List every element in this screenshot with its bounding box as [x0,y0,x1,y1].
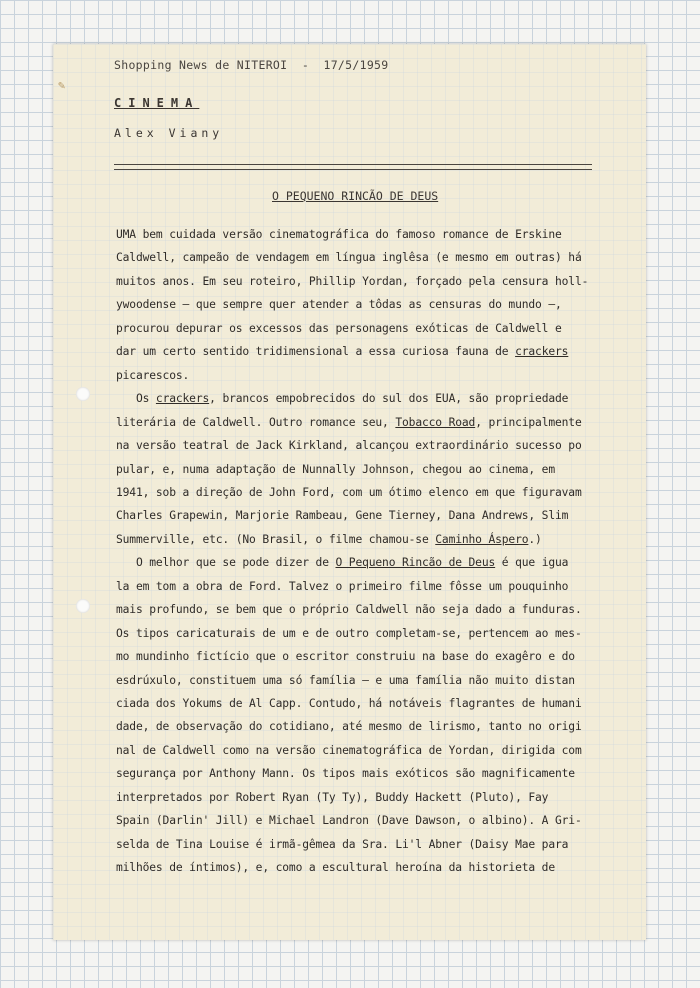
text-line [116,298,562,311]
text-segment: O melhor que se pode dizer de [116,556,336,570]
text-line [116,369,189,382]
text-segment: UMA bem cuidada versão cinematográfica do famoso romance de Erskine [116,228,562,241]
text-segment: Os tipos caricaturais de um e de outro completam-se, pertencem ao mes- [116,626,582,640]
text-line [116,439,582,452]
text-line [116,791,548,804]
text-segment: , brancos empobrecidos do sul dos EUA, são propriedade [209,392,569,406]
text-line [116,603,582,616]
text-segment: interpretados por Robert Ryan (Ty Ty), Buddy Hackett (Pluto), Fay [116,790,549,804]
underlined-title: crackers [515,345,569,359]
text-line [116,627,582,640]
text-line [116,322,562,335]
text-segment: mais profundo, se bem que o próprio Caldwell não seja dado a funduras. [116,603,582,617]
text-segment: 1941, sob a direção de John Ford, com um ótimo elenco em que figuravam [116,485,582,499]
text-line [116,533,542,546]
author-name: Alex Viany [114,126,224,140]
pencil-mark: ✎ [58,78,66,92]
underlined-title: O Pequeno Rincão de Deus [335,556,496,570]
text-segment: Os [116,392,156,406]
text-line [116,228,562,241]
text-segment: Caldwell, campeão de vendagem em língua inglêsa (e mesmo em outras) há [116,251,582,265]
text-segment: .) [528,532,542,546]
text-segment: dade, de observação do cotidiano, até mesmo de lirismo, tanto no origi [116,720,582,734]
text-segment: , principalmente [475,415,582,429]
punch-hole [76,599,90,613]
underlined-title: crackers [155,392,210,406]
source-line: Shopping News de NITEROI - 17/5/1959 [114,58,389,72]
text-segment: é que igua [495,556,569,570]
text-line [116,720,582,733]
text-line [116,744,582,757]
text-line [116,650,575,663]
text-segment: selda de Tina Louise é irmã-gêmea da Sra. Li'l Abner (Daisy Mae para [116,837,569,851]
text-line [116,556,568,569]
text-segment: dar um certo sentido tridimensional a essa curiosa fauna de [116,345,516,359]
text-line [116,814,582,827]
text-line [116,486,582,499]
text-segment: muitos anos. Em seu roteiro, Phillip Yordan, forçado pela censura holl- [116,274,589,288]
article-title: O PEQUENO RINCÃO DE DEUS [272,189,439,203]
text-line [116,767,575,780]
text-segment: picarescos. [116,368,190,382]
text-segment: Charles Grapewin, Marjorie Rambeau, Gene Tierney, Dana Andrews, Slim [116,509,569,523]
header-rule [114,164,592,165]
header-rule [114,169,592,170]
text-line [116,674,575,687]
text-segment: Summerville, etc. (No Brasil, o filme chamou-se [116,532,436,546]
punch-hole [76,387,90,401]
text-line [116,861,555,874]
underlined-title: Caminho Áspero [435,532,529,546]
text-line [116,275,588,288]
text-segment: nal de Caldwell como na versão cinematográfica de Yordan, dirigida com [116,743,582,757]
underlined-title: Tobacco Road [395,415,476,429]
text-segment: la em tom a obra de Ford. Talvez o primeiro filme fôsse um pouquinho [116,579,569,593]
text-segment: mo mundinho fictício que o escritor construiu na base do exagêro e do [116,650,575,664]
text-line [116,345,568,358]
text-line [116,416,582,429]
text-segment: literária de Caldwell. Outro romance seu, [116,415,396,429]
text-segment: ciada dos Yokums de Al Capp. Contudo, há notáveis flagrantes de humani [116,697,582,710]
text-segment: segurança por Anthony Mann. Os tipos mais exóticos são magnificamente [116,767,575,781]
text-segment: milhões de íntimos), e, como a escultural heroína da historieta de [116,861,555,875]
text-line [116,509,568,522]
text-segment: procurou depurar os excessos das personagens exóticas de Caldwell e [116,321,562,335]
text-segment: Spain (Darlin' Jill) e Michael Landron (Dave Dawson, o albino). A Gri- [116,814,582,828]
text-line [116,392,568,405]
text-line [116,251,582,264]
text-segment: esdrúxulo, constituem uma só família — e uma família não muito distan [116,673,575,687]
text-line [116,463,555,476]
section-title: CINEMA [114,96,200,110]
text-segment: na versão teatral de Jack Kirkland, alcançou extraordinário sucesso po [116,439,582,453]
text-line [116,838,568,851]
text-segment: ywoodense — que sempre quer atender a tôdas as censuras do mundo —, [116,298,562,312]
text-line [116,697,582,710]
text-segment: pular, e, numa adaptação de Nunnally Johnson, chegou ao cinema, em [116,462,555,476]
text-line [116,580,568,593]
